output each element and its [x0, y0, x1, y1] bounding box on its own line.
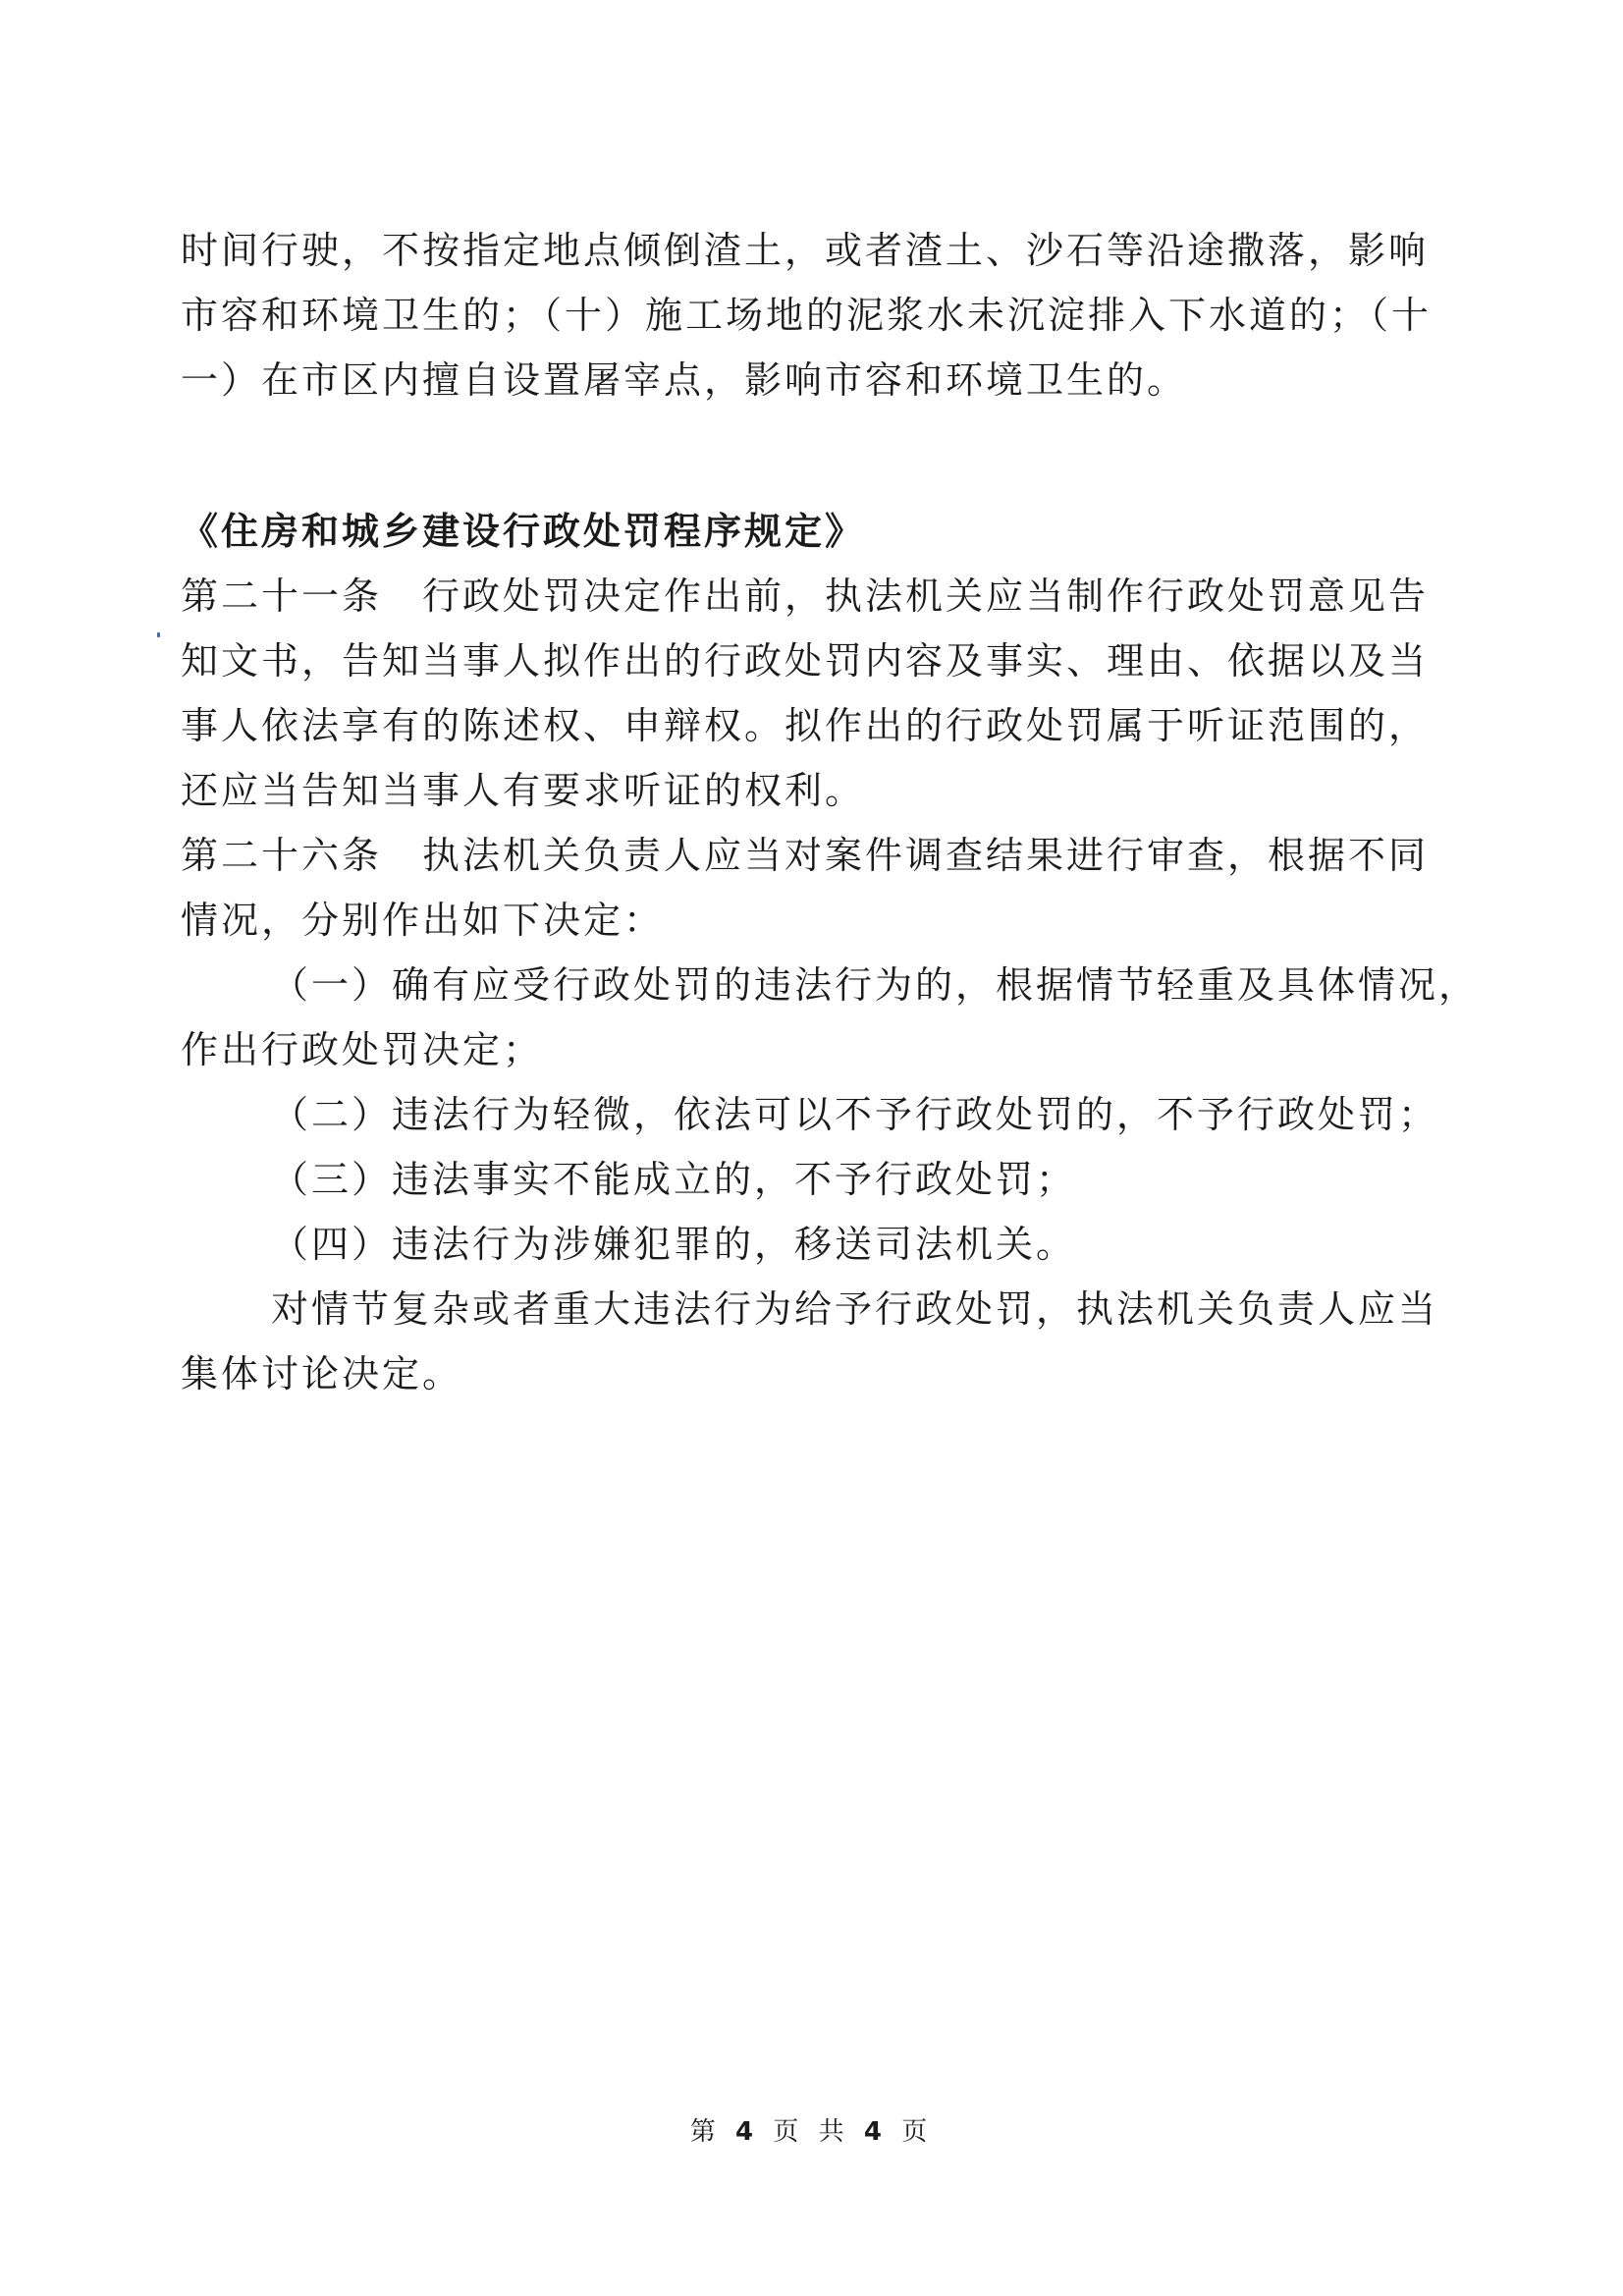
- text-line: 市容和环境卫生的；（十）施工场地的泥浆水未沉淀排入下水道的；（十: [181, 294, 1433, 337]
- article-26-line: 第二十六条 执法机关负责人应当对案件调查结果进行审查，根据不同: [181, 834, 1430, 877]
- text-line: 一）在市区内擅自设置屠宰点，影响市容和环境卫生的。: [181, 358, 1188, 402]
- footer-suffix: 页: [901, 2117, 934, 2147]
- footer-page-number: 4: [735, 2117, 760, 2147]
- article-21-line: 还应当告知当事人有要求听证的权利。: [181, 769, 866, 812]
- article-21-line: 事人依法享有的陈述权、申辩权。拟作出的行政处罚属于听证范围的，: [181, 704, 1430, 747]
- article-26-closing-cont: 集体讨论决定。: [181, 1352, 463, 1395]
- scan-mark: [157, 632, 160, 637]
- article-26-item-3: （三）违法事实不能成立的，不予行政处罚；: [271, 1158, 1077, 1201]
- footer-prefix: 第: [689, 2117, 722, 2147]
- article-21-line: 第二十一条 行政处罚决定作出前，执法机关应当制作行政处罚意见告: [181, 574, 1430, 618]
- regulation-section: [181, 499, 1480, 1406]
- footer-middle: 页 共: [773, 2117, 850, 2147]
- continuation-paragraph: [181, 218, 1433, 412]
- article-26-item-4: （四）违法行为涉嫌犯罪的，移送司法机关。: [271, 1223, 1077, 1266]
- article-26-item-1: （一）确有应受行政处罚的违法行为的，根据情节轻重及具体情况，: [271, 963, 1480, 1007]
- article-26-item-1-cont: 作出行政处罚决定；: [181, 1028, 544, 1071]
- footer-total-pages: 4: [863, 2117, 888, 2147]
- article-26-item-2: （二）违法行为轻微，依法可以不予行政处罚的，不予行政处罚；: [271, 1093, 1439, 1136]
- page-footer: [0, 2111, 1623, 2148]
- text-line: 时间行驶，不按指定地点倾倒渣土，或者渣土、沙石等沿途撒落，影响: [181, 229, 1430, 272]
- article-26-line: 情况，分别作出如下决定：: [181, 899, 665, 942]
- article-21-line: 知文书，告知当事人拟作出的行政处罚内容及事实、理由、依据以及当: [181, 639, 1430, 683]
- regulation-title: 《住房和城乡建设行政处罚程序规定》: [181, 509, 866, 553]
- article-26-closing: 对情节复杂或者重大违法行为给予行政处罚，执法机关负责人应当: [271, 1287, 1439, 1331]
